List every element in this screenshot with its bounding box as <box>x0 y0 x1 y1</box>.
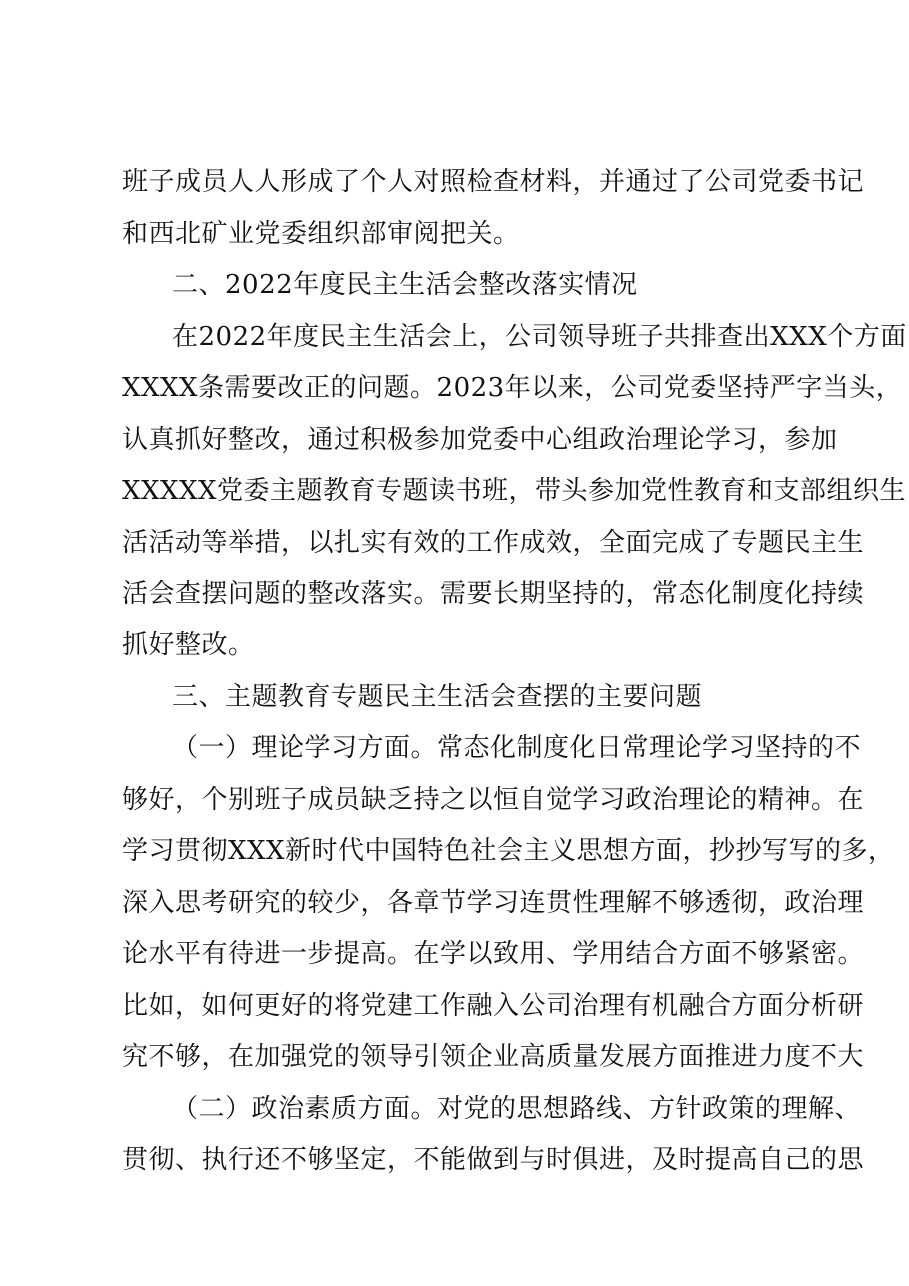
body-text-line: 在2022年度民主生活会上，公司领导班子共排查出XXX个方面 <box>172 322 907 352</box>
body-text-line: 究不够，在加强党的领导引领企业高质量发展方面推进力度不大 <box>122 1042 865 1072</box>
section-heading: 二、2022年度民主生活会整改落实情况 <box>172 270 638 300</box>
body-text-line: 认真抓好整改，通过积极参加党委中心组政治理论学习，参加 <box>122 425 838 455</box>
body-text-line: 贯彻、执行还不够坚定，不能做到与时俱进，及时提高自己的思 <box>122 1145 865 1175</box>
body-text-line: 够好，个别班子成员缺乏持之以恒自觉学习政治理论的精神。在 <box>122 785 865 815</box>
body-text-line: 抓好整改。 <box>122 630 255 660</box>
body-text-line: 比如，如何更好的将党建工作融入公司治理有机融合方面分析研 <box>122 991 865 1021</box>
body-text-line: 深入思考研究的较少，各章节学习连贯性理解不够透彻，政治理 <box>122 888 865 918</box>
body-text-line: 活活动等举措，以扎实有效的工作成效，全面完成了专题民主生 <box>122 528 865 558</box>
body-text-line: 班子成员人人形成了个人对照检查材料，并通过了公司党委书记 <box>122 167 865 197</box>
body-text-line: XXXXX党委主题教育专题读书班，带头参加党性教育和支部组织生 <box>122 476 907 506</box>
body-text-line: XXXX条需要改正的问题。2023年以来，公司党委坚持严字当头， <box>122 373 903 403</box>
section-heading: 三、主题教育专题民主生活会查摆的主要问题 <box>172 682 703 712</box>
body-text-line: 学习贯彻XXX新时代中国特色社会主义思想方面，抄抄写写的多， <box>122 836 895 866</box>
body-text-line: 和西北矿业党委组织部审阅把关。 <box>122 219 520 249</box>
body-text-line: （二）政治素质方面。对党的思想路线、方针政策的理解、 <box>172 1094 862 1124</box>
body-text-line: （一）理论学习方面。常态化制度化日常理论学习坚持的不 <box>172 733 862 763</box>
body-text-line: 论水平有待进一步提高。在学以致用、学用结合方面不够紧密。 <box>122 939 865 969</box>
body-text-line: 活会查摆问题的整改落实。需要长期坚持的，常态化制度化持续 <box>122 579 865 609</box>
